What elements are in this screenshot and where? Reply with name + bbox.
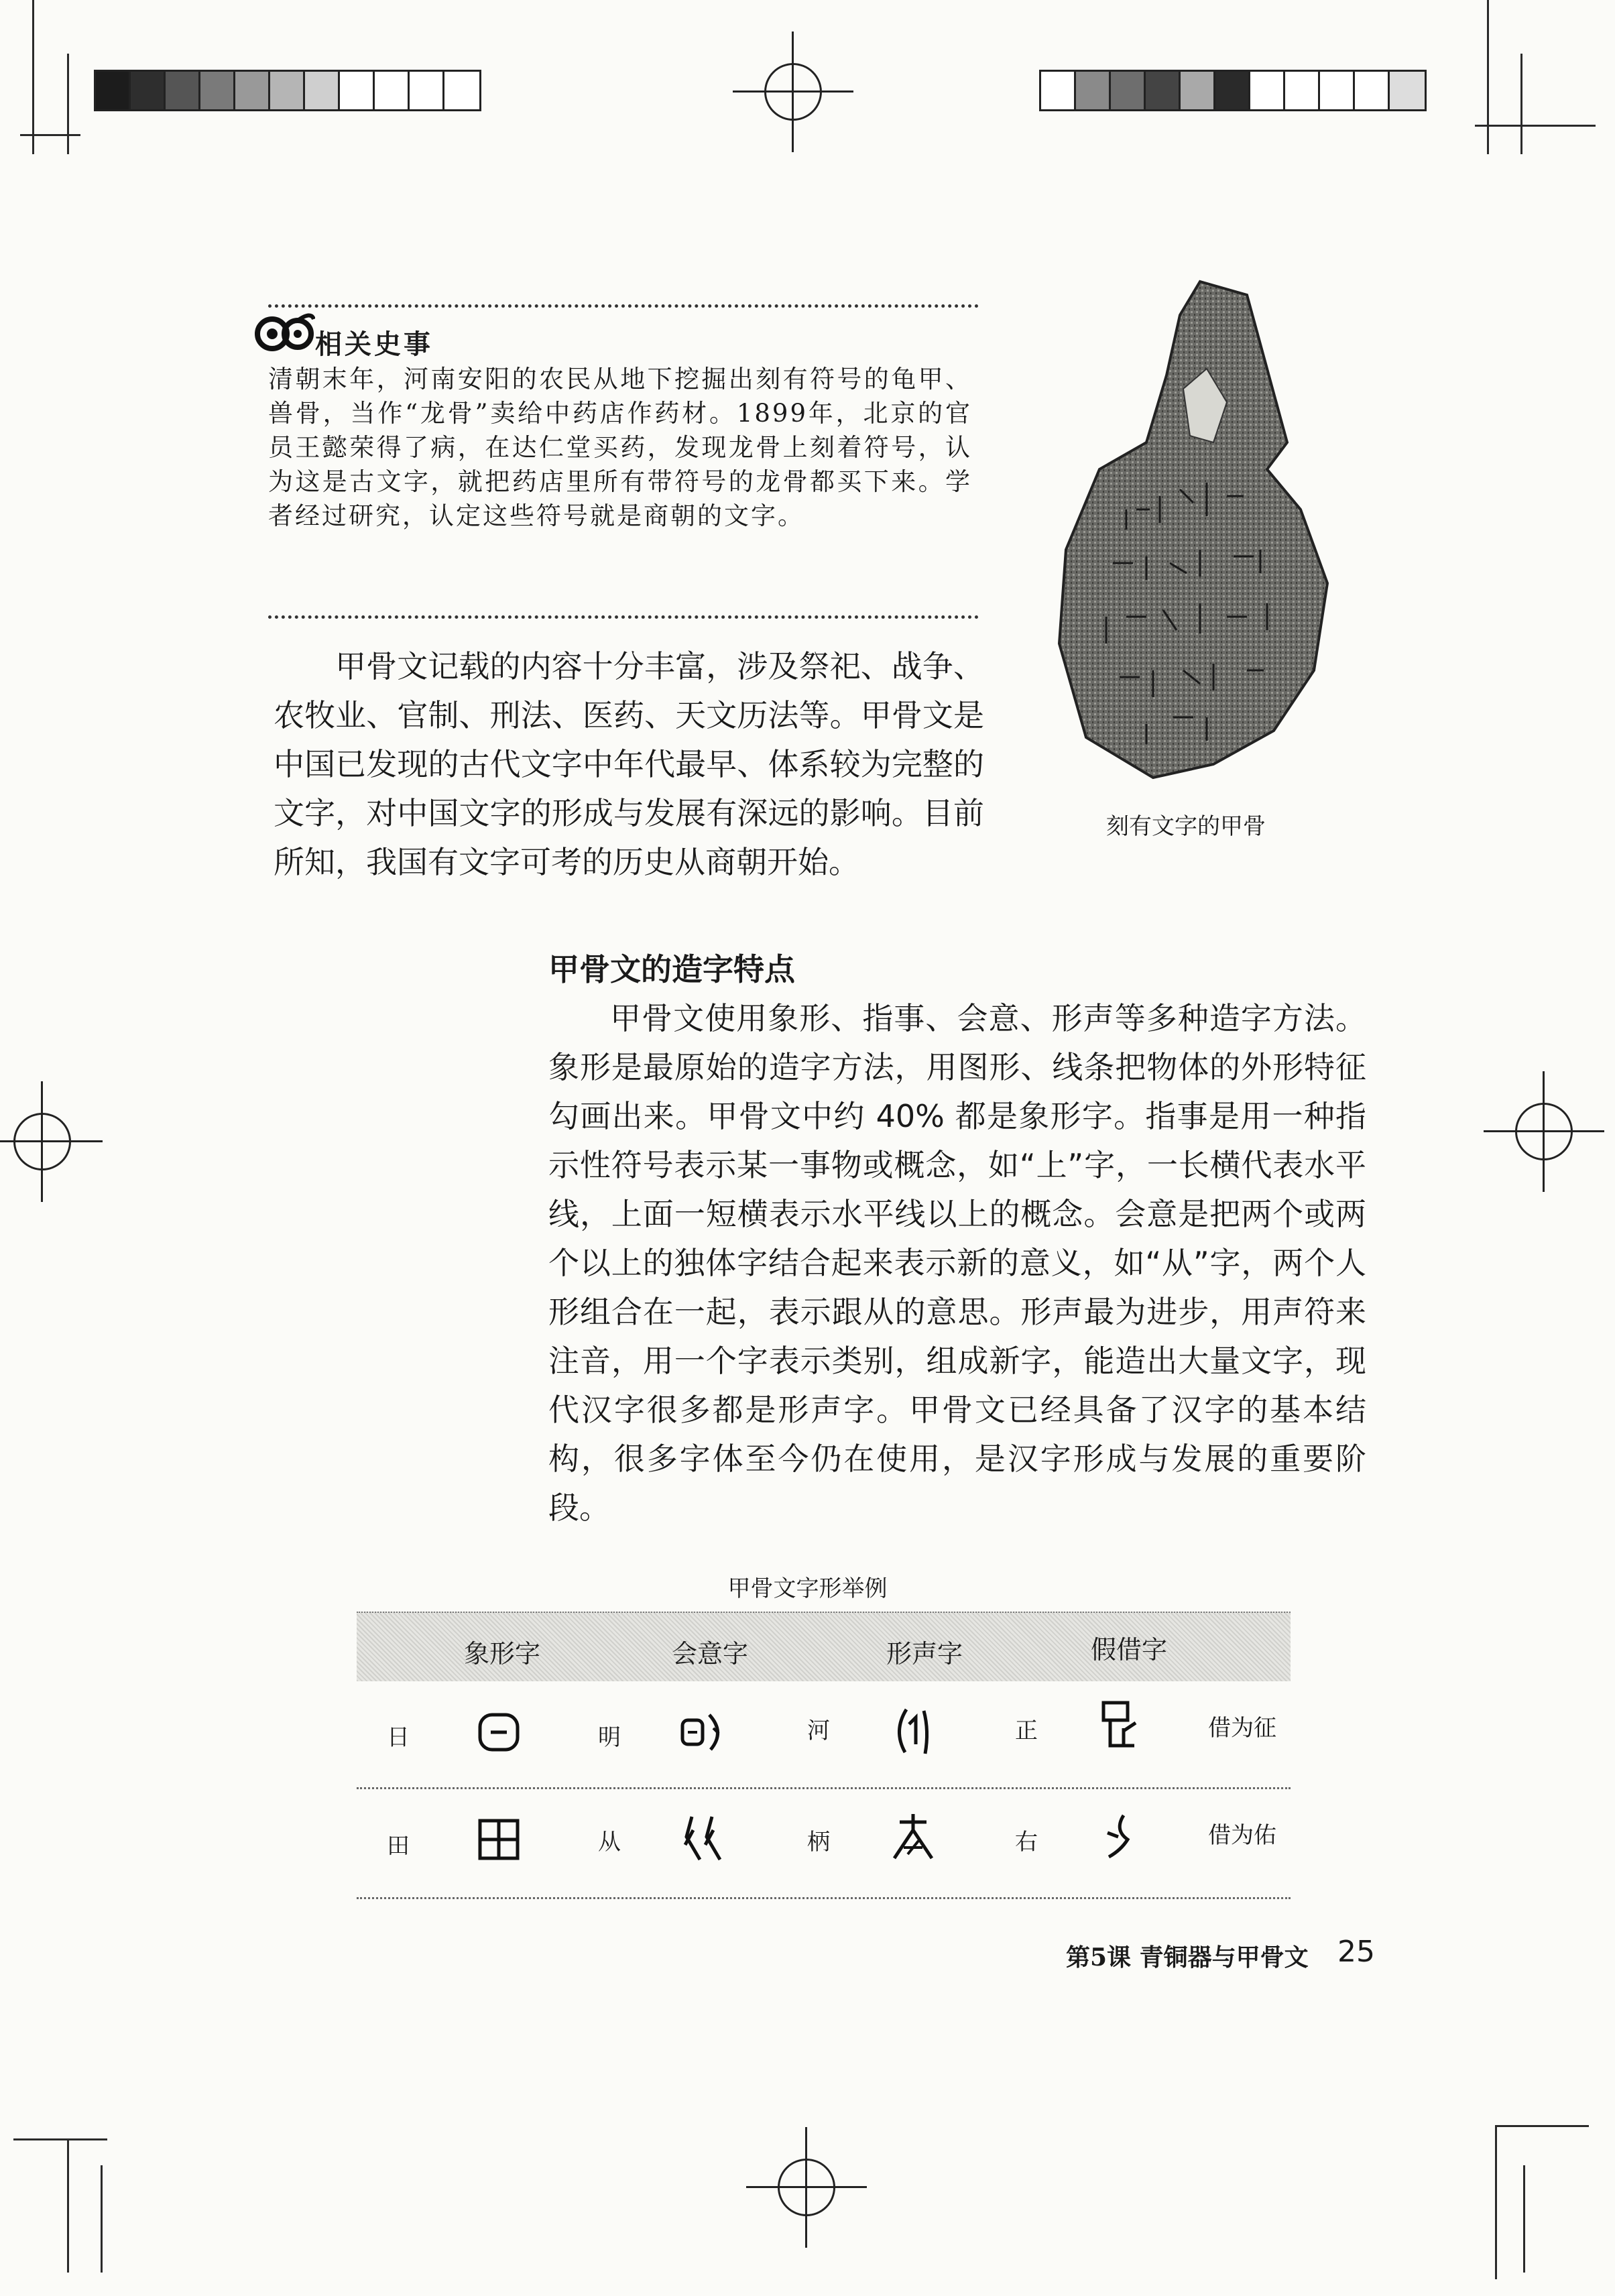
table-row-2-loan: 借为佑: [1208, 1822, 1276, 1849]
registration-mark-bottom: [778, 2159, 835, 2216]
table-row-1-char-3: 河: [807, 1717, 830, 1744]
table-row-separator: [357, 1787, 1291, 1789]
registration-mark-top: [764, 63, 822, 121]
section-title: 甲骨文的造字特点: [548, 951, 795, 987]
sidebar-top-border: [268, 304, 979, 308]
registration-mark-left: [13, 1113, 71, 1170]
oracle-glyph-you: [1094, 1810, 1148, 1864]
table-title: 甲骨文字形举例: [727, 1575, 888, 1602]
sidebar-title: 相关史事: [315, 329, 433, 360]
oracle-glyph-cong: [677, 1810, 731, 1864]
table-row-1-loan: 借为征: [1208, 1715, 1276, 1742]
lesson-footer: 第5课 青铜器与甲骨文: [1066, 1943, 1309, 1972]
page-number: 25: [1337, 1935, 1375, 1969]
table-row-2-char-2: 从: [598, 1829, 621, 1856]
oracle-glyph-bing: [886, 1810, 940, 1864]
header-pictograph: 象形字: [464, 1639, 541, 1669]
table-row-2-char-3: 柄: [807, 1829, 830, 1856]
swirl-icon: [255, 307, 315, 361]
oracle-glyph-tian: [472, 1813, 526, 1866]
header-loan: 假借字: [1091, 1635, 1168, 1665]
oracle-glyph-zheng: [1094, 1697, 1148, 1751]
intro-paragraph: 甲骨文记载的内容十分丰富，涉及祭祀、战争、农牧业、官制、刑法、医药、天文历法等。甲骨文是中国已发现的古代文字中年代最早、体系较为完整的文字，对中国文字的形成与发展有深远的影响。目前所知，我国有文字可考的历史从商朝开始。: [274, 648, 984, 880]
table-row-1-char-4: 正: [1015, 1717, 1038, 1744]
section-paragraph: 甲骨文使用象形、指事、会意、形声等多种造字方法。象形是最原始的造字方法，用图形、线条把物体的外形特征勾画出来。甲骨文中约 40% 都是象形字。指事是用一种指示性符号表示某一事物或概念，如“上”字，一长横代表水平线，上面一短横表示水平线以上的概念。会意是把两个或两个以上的独体字结合起来表示新的意义，如“从”字，两个人形组合在一起，表示跟从的意思。形声最为进步，用声符来注音，用一个字表示类别，组成新字，能造出大量文字，现代汉字很多都是形声字。甲骨文已经具备了汉字的基本结构，很多字体至今仍在使用，是汉字形成与发展的重要阶段。: [548, 1000, 1366, 1526]
table-bottom-border: [357, 1897, 1291, 1899]
table-row-2-char-4: 右: [1015, 1829, 1038, 1856]
color-bar-right: [1039, 70, 1427, 111]
header-phonosemantic: 形声字: [886, 1639, 963, 1669]
header-ideograph: 会意字: [672, 1639, 749, 1669]
sidebar-text: 清朝末年，河南安阳的农民从地下挖掘出刻有符号的龟甲、兽骨，当作“龙骨”卖给中药店作药材。1899年，北京的官员王懿荣得了病，在达仁堂买药，发现龙骨上刻着符号，认为这是古文字，就把药店里所有带符号的龙骨都买下来。学者经过研究，认定这些符号就是商朝的文字。: [268, 365, 972, 530]
oracle-glyph-he: [886, 1704, 940, 1758]
glyph-table: [357, 1612, 1291, 1898]
sidebar-bottom-border: [268, 615, 979, 619]
registration-mark-right: [1515, 1103, 1573, 1160]
table-row-2-char-1: 田: [387, 1833, 410, 1860]
color-bar-left: [94, 70, 481, 111]
oracle-glyph-ming: [677, 1705, 731, 1759]
table-row-1-char-1: 日: [387, 1724, 410, 1751]
figure-caption: 刻有文字的甲骨: [1106, 813, 1266, 840]
table-row-1-char-2: 明: [598, 1724, 621, 1751]
oracle-bone-image: [1046, 268, 1354, 791]
oracle-glyph-ri: [472, 1705, 526, 1759]
